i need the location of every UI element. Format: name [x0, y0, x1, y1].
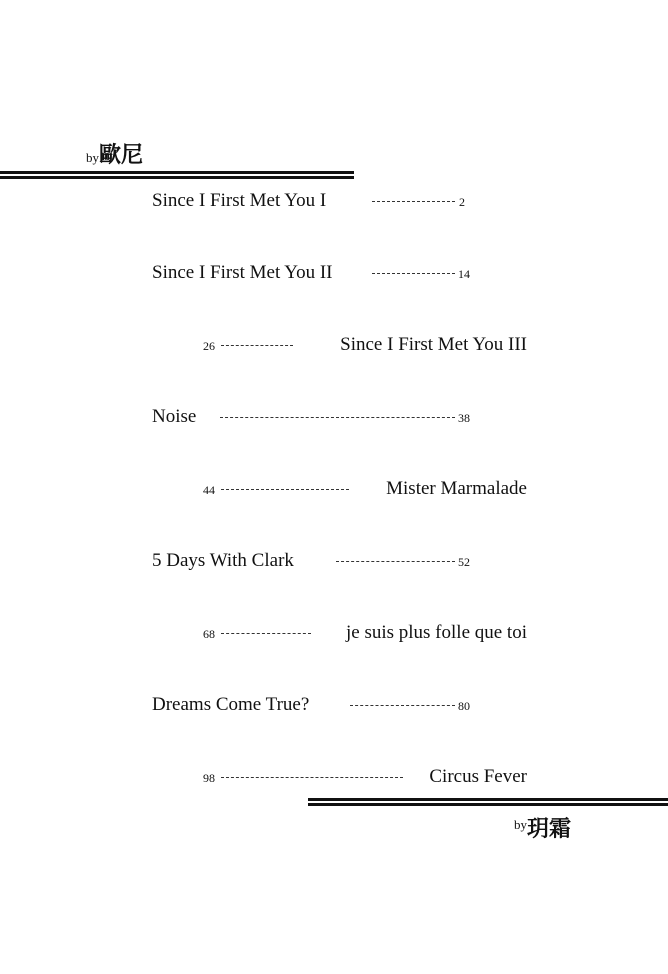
author-top-name: 歐尼	[99, 142, 144, 168]
toc-entry-leader	[350, 705, 455, 706]
toc-entry-title: Circus Fever	[429, 766, 527, 787]
toc-entry-page: 2	[459, 195, 465, 209]
toc-entry-leader	[221, 777, 403, 778]
toc-entry-leader	[372, 201, 455, 202]
double-rule-bottom	[308, 798, 668, 806]
toc-entry[interactable]	[0, 764, 668, 790]
author-bottom-by: by	[514, 817, 527, 832]
toc-entry-page: 52	[458, 555, 470, 569]
toc-entry-leader	[372, 273, 455, 274]
toc-entry-title: Since I First Met You III	[340, 334, 527, 355]
toc-entry[interactable]	[0, 620, 668, 646]
toc-entry-page: 44	[203, 483, 215, 497]
toc-entry-title: Since I First Met You I	[152, 190, 327, 211]
toc-entry[interactable]	[0, 692, 668, 718]
toc-entry[interactable]	[0, 188, 668, 214]
toc-entry-page: 98	[203, 771, 215, 785]
toc-entry[interactable]	[0, 404, 668, 430]
toc-entry-leader	[221, 345, 293, 346]
toc-entry-page: 14	[458, 267, 470, 281]
toc-entry[interactable]	[0, 260, 668, 286]
toc-entry-page: 68	[203, 627, 215, 641]
author-bottom	[514, 812, 571, 843]
toc-entry-leader	[336, 561, 455, 562]
toc-entry-title: Dreams Come True?	[152, 694, 310, 715]
toc-entry-leader	[221, 633, 311, 634]
toc-entry[interactable]	[0, 548, 668, 574]
author-bottom-name: 玥霜	[527, 816, 572, 842]
toc-entry-leader	[221, 489, 349, 490]
toc-entry-page: 80	[458, 699, 470, 713]
double-rule-top	[0, 171, 354, 179]
toc-entry[interactable]	[0, 332, 668, 358]
toc-entry[interactable]	[0, 476, 668, 502]
toc-entry-title: Mister Marmalade	[386, 478, 527, 499]
toc-entry-title: Noise	[152, 406, 197, 427]
toc-entry-leader	[220, 417, 455, 418]
toc-entry-page: 26	[203, 339, 215, 353]
toc-entry-title: 5 Days With Clark	[152, 550, 294, 571]
author-top-by: by	[86, 150, 99, 165]
author-top	[86, 138, 143, 169]
toc-entry-title: Since I First Met You II	[152, 262, 333, 283]
toc-entry-page: 38	[458, 411, 470, 425]
toc-entry-title: je suis plus folle que toi	[345, 622, 527, 643]
